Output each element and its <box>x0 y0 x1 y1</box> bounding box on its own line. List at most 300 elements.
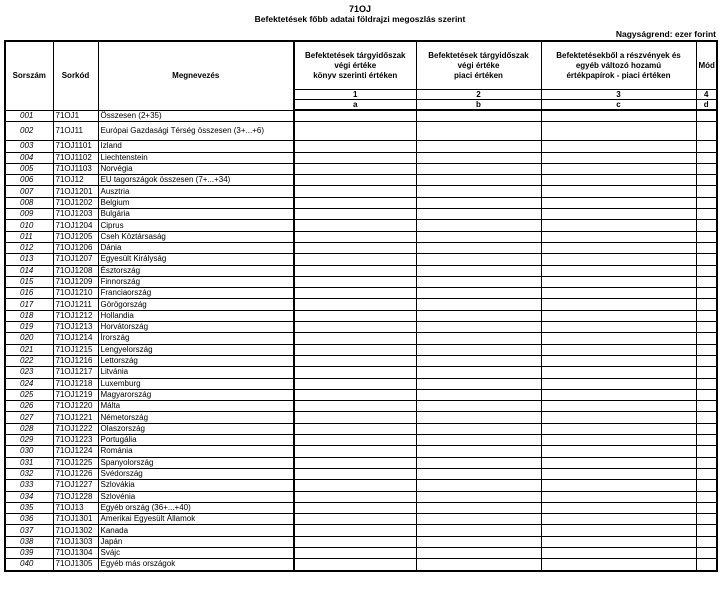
row-value-b[interactable] <box>416 333 541 344</box>
row-sorkod: 71OJ1215 <box>53 344 98 355</box>
row-value-b[interactable] <box>416 175 541 186</box>
row-value-d[interactable] <box>696 310 717 321</box>
row-value-d[interactable] <box>696 355 717 366</box>
row-sorszam: 029 <box>5 435 53 446</box>
row-value-c[interactable] <box>541 333 696 344</box>
form-code: 71OJ <box>348 4 372 14</box>
table-row <box>5 299 717 310</box>
row-sorkod: 71OJ1219 <box>53 389 98 400</box>
row-value-d[interactable] <box>696 480 717 491</box>
row-sorszam: 017 <box>5 299 53 310</box>
row-megnevezes: Málta <box>98 401 294 412</box>
row-value-b[interactable] <box>416 389 541 400</box>
row-value-a[interactable] <box>294 231 416 242</box>
row-value-c[interactable] <box>541 265 696 276</box>
table-row <box>5 209 717 220</box>
row-value-c[interactable] <box>541 423 696 434</box>
row-sorkod: 71OJ1303 <box>53 536 98 547</box>
row-value-a[interactable] <box>294 446 416 457</box>
row-value-b[interactable] <box>416 401 541 412</box>
row-sorkod: 71OJ1225 <box>53 457 98 468</box>
row-sorszam: 008 <box>5 197 53 208</box>
row-megnevezes: Szlovénia <box>98 491 294 502</box>
row-value-b[interactable] <box>416 186 541 197</box>
row-sorszam: 003 <box>5 141 53 152</box>
row-value-c[interactable] <box>541 491 696 502</box>
row-value-b[interactable] <box>416 152 541 163</box>
row-value-d[interactable] <box>696 186 717 197</box>
row-value-c[interactable] <box>541 288 696 299</box>
row-value-c[interactable] <box>541 197 696 208</box>
row-sorkod: 71OJ1220 <box>53 401 98 412</box>
row-value-d[interactable] <box>696 141 717 152</box>
row-value-c[interactable] <box>541 242 696 253</box>
row-value-b[interactable] <box>416 242 541 253</box>
row-megnevezes: Spanyolország <box>98 457 294 468</box>
row-value-b[interactable] <box>416 514 541 525</box>
row-value-c[interactable] <box>541 435 696 446</box>
row-value-b[interactable] <box>416 231 541 242</box>
row-value-c[interactable] <box>541 355 696 366</box>
row-value-c[interactable] <box>541 186 696 197</box>
row-value-c[interactable] <box>541 389 696 400</box>
table-row <box>5 152 717 163</box>
row-value-a[interactable] <box>294 141 416 152</box>
row-value-d[interactable] <box>696 446 717 457</box>
table-row <box>5 220 717 231</box>
row-value-a[interactable] <box>294 197 416 208</box>
row-sorszam: 026 <box>5 401 53 412</box>
row-value-c[interactable] <box>541 231 696 242</box>
table-row <box>5 367 717 378</box>
table-row <box>5 175 717 186</box>
row-value-d[interactable] <box>696 163 717 174</box>
row-value-d[interactable] <box>696 175 717 186</box>
row-value-a[interactable] <box>294 514 416 525</box>
row-megnevezes: Luxemburg <box>98 378 294 389</box>
row-value-a[interactable] <box>294 288 416 299</box>
row-sorszam: 011 <box>5 231 53 242</box>
table-row <box>5 276 717 287</box>
table-row <box>5 254 717 265</box>
row-sorkod: 71OJ1212 <box>53 310 98 321</box>
table-row <box>5 491 717 502</box>
row-value-d[interactable] <box>696 220 717 231</box>
header-col2-line1: Befektetések tárgyidőszak <box>428 50 529 60</box>
row-value-d[interactable] <box>696 242 717 253</box>
row-value-a[interactable] <box>294 322 416 333</box>
row-megnevezes: Dánia <box>98 242 294 253</box>
row-value-b[interactable] <box>416 502 541 513</box>
row-value-c[interactable] <box>541 344 696 355</box>
row-value-b[interactable] <box>416 265 541 276</box>
row-value-b[interactable] <box>416 525 541 536</box>
table-row <box>5 446 717 457</box>
row-value-a[interactable] <box>294 110 416 122</box>
table-row <box>5 242 717 253</box>
table-row <box>5 288 717 299</box>
row-value-d[interactable] <box>696 525 717 536</box>
row-value-d[interactable] <box>696 514 717 525</box>
row-value-b[interactable] <box>416 378 541 389</box>
row-value-d[interactable] <box>696 322 717 333</box>
row-value-d[interactable] <box>696 265 717 276</box>
row-value-a[interactable] <box>294 389 416 400</box>
row-value-a[interactable] <box>294 378 416 389</box>
col-number-2: 2 <box>416 90 541 100</box>
col-number-1: 1 <box>294 90 416 100</box>
row-sorkod: 71OJ1201 <box>53 186 98 197</box>
row-value-d[interactable] <box>696 547 717 558</box>
row-value-d[interactable] <box>696 299 717 310</box>
row-megnevezes: Franciaország <box>98 288 294 299</box>
row-value-b[interactable] <box>416 288 541 299</box>
row-value-a[interactable] <box>294 559 416 571</box>
table-row <box>5 163 717 174</box>
row-value-c[interactable] <box>541 152 696 163</box>
row-value-c[interactable] <box>541 502 696 513</box>
row-megnevezes: Horvátország <box>98 322 294 333</box>
row-value-c[interactable] <box>541 559 696 571</box>
row-value-a[interactable] <box>294 468 416 479</box>
row-value-d[interactable] <box>696 333 717 344</box>
row-sorkod: 71OJ1101 <box>53 141 98 152</box>
row-value-d[interactable] <box>696 288 717 299</box>
row-value-a[interactable] <box>294 423 416 434</box>
row-value-b[interactable] <box>416 435 541 446</box>
row-value-a[interactable] <box>294 344 416 355</box>
row-sorszam: 010 <box>5 220 53 231</box>
row-value-a[interactable] <box>294 491 416 502</box>
row-value-b[interactable] <box>416 536 541 547</box>
table-row <box>5 468 717 479</box>
row-value-c[interactable] <box>541 446 696 457</box>
table-row <box>5 355 717 366</box>
row-megnevezes: Ausztria <box>98 186 294 197</box>
row-sorkod: 71OJ1205 <box>53 231 98 242</box>
row-value-a[interactable] <box>294 435 416 446</box>
row-value-a[interactable] <box>294 502 416 513</box>
row-value-a[interactable] <box>294 536 416 547</box>
row-value-c[interactable] <box>541 514 696 525</box>
row-value-a[interactable] <box>294 242 416 253</box>
row-value-c[interactable] <box>541 401 696 412</box>
row-megnevezes: Egyéb ország (36+...+40) <box>98 502 294 513</box>
row-sorkod: 71OJ1214 <box>53 333 98 344</box>
row-sorkod: 71OJ1224 <box>53 446 98 457</box>
row-sorkod: 71OJ1204 <box>53 220 98 231</box>
row-sorszam: 036 <box>5 514 53 525</box>
row-value-c[interactable] <box>541 536 696 547</box>
header-col1-line1: Befektetések tárgyidőszak <box>305 50 406 60</box>
row-sorszam: 007 <box>5 186 53 197</box>
row-value-b[interactable] <box>416 254 541 265</box>
row-megnevezes: Írország <box>98 333 294 344</box>
form-title: Befektetések főbb adatai földrajzi megoszlás szerint <box>254 14 466 24</box>
row-sorszam: 009 <box>5 209 53 220</box>
row-value-c[interactable] <box>541 310 696 321</box>
row-value-a[interactable] <box>294 480 416 491</box>
row-value-d[interactable] <box>696 389 717 400</box>
row-value-a[interactable] <box>294 276 416 287</box>
row-megnevezes: Németország <box>98 412 294 423</box>
row-value-d[interactable] <box>696 110 717 122</box>
row-sorszam: 012 <box>5 242 53 253</box>
table-row <box>5 401 717 412</box>
row-value-a[interactable] <box>294 299 416 310</box>
header-mod: Mód <box>696 41 717 90</box>
row-value-c[interactable] <box>541 276 696 287</box>
row-value-c[interactable] <box>541 141 696 152</box>
header-col2-line3: piaci értéken <box>454 70 503 80</box>
row-megnevezes: Svájc <box>98 547 294 558</box>
row-megnevezes: Svédország <box>98 468 294 479</box>
row-value-b[interactable] <box>416 197 541 208</box>
row-sorkod: 71OJ1206 <box>53 242 98 253</box>
row-sorszam: 005 <box>5 163 53 174</box>
table-row <box>5 344 717 355</box>
table-row <box>5 141 717 152</box>
row-sorszam: 002 <box>5 122 53 141</box>
row-value-d[interactable] <box>696 502 717 513</box>
row-value-a[interactable] <box>294 547 416 558</box>
row-value-a[interactable] <box>294 122 416 141</box>
row-value-d[interactable] <box>696 231 717 242</box>
row-sorszam: 006 <box>5 175 53 186</box>
row-value-b[interactable] <box>416 423 541 434</box>
row-value-b[interactable] <box>416 141 541 152</box>
table-row <box>5 378 717 389</box>
row-sorkod: 71OJ1203 <box>53 209 98 220</box>
row-value-b[interactable] <box>416 220 541 231</box>
row-sorkod: 71OJ1211 <box>53 299 98 310</box>
row-sorszam: 040 <box>5 559 53 571</box>
row-value-d[interactable] <box>696 435 717 446</box>
header-col1-line2: végi értéke <box>334 60 377 70</box>
row-value-a[interactable] <box>294 412 416 423</box>
row-value-d[interactable] <box>696 401 717 412</box>
table-row <box>5 333 717 344</box>
row-value-d[interactable] <box>696 423 717 434</box>
col-letter-b: b <box>416 100 541 111</box>
row-value-c[interactable] <box>541 209 696 220</box>
row-sorszam: 030 <box>5 446 53 457</box>
row-megnevezes: Belgium <box>98 197 294 208</box>
row-value-d[interactable] <box>696 276 717 287</box>
row-value-b[interactable] <box>416 355 541 366</box>
row-megnevezes: Lengyelország <box>98 344 294 355</box>
header-col3-line1: Befektetésekből a részvények és <box>556 50 681 60</box>
row-megnevezes: Portugália <box>98 435 294 446</box>
row-sorkod: 71OJ1218 <box>53 378 98 389</box>
row-value-c[interactable] <box>541 367 696 378</box>
row-megnevezes: Norvégia <box>98 163 294 174</box>
row-value-b[interactable] <box>416 412 541 423</box>
row-value-b[interactable] <box>416 163 541 174</box>
row-sorszam: 015 <box>5 276 53 287</box>
row-sorszam: 039 <box>5 547 53 558</box>
row-value-d[interactable] <box>696 122 717 141</box>
row-sorkod: 71OJ1103 <box>53 163 98 174</box>
row-value-d[interactable] <box>696 254 717 265</box>
row-value-b[interactable] <box>416 310 541 321</box>
row-value-a[interactable] <box>294 152 416 163</box>
row-value-b[interactable] <box>416 276 541 287</box>
row-value-d[interactable] <box>696 152 717 163</box>
row-value-b[interactable] <box>416 457 541 468</box>
row-megnevezes: Kanada <box>98 525 294 536</box>
row-value-b[interactable] <box>416 122 541 141</box>
row-value-a[interactable] <box>294 209 416 220</box>
row-value-b[interactable] <box>416 491 541 502</box>
row-value-a[interactable] <box>294 310 416 321</box>
row-value-c[interactable] <box>541 412 696 423</box>
row-value-b[interactable] <box>416 559 541 571</box>
row-value-c[interactable] <box>541 220 696 231</box>
row-megnevezes: Magyarország <box>98 389 294 400</box>
row-value-a[interactable] <box>294 401 416 412</box>
row-sorkod: 71OJ1305 <box>53 559 98 571</box>
header-megnevezes: Megnevezés <box>98 41 294 110</box>
row-value-a[interactable] <box>294 175 416 186</box>
col-number-4: 4 <box>696 90 717 100</box>
row-sorkod: 71OJ1210 <box>53 288 98 299</box>
row-value-a[interactable] <box>294 163 416 174</box>
row-sorszam: 020 <box>5 333 53 344</box>
header-col3 <box>541 41 696 90</box>
table-row <box>5 525 717 536</box>
row-megnevezes: Amerikai Egyesült Államok <box>98 514 294 525</box>
row-value-c[interactable] <box>541 525 696 536</box>
row-sorkod: 71OJ1209 <box>53 276 98 287</box>
row-sorkod: 71OJ1216 <box>53 355 98 366</box>
header-col3-line2: egyéb változó hozamú <box>575 60 662 70</box>
row-megnevezes: Hollandia <box>98 310 294 321</box>
row-value-b[interactable] <box>416 322 541 333</box>
table-row <box>5 457 717 468</box>
row-value-d[interactable] <box>696 468 717 479</box>
row-value-a[interactable] <box>294 220 416 231</box>
row-value-c[interactable] <box>541 547 696 558</box>
col-number-3: 3 <box>541 90 696 100</box>
table-body <box>5 110 717 571</box>
row-value-b[interactable] <box>416 446 541 457</box>
header-col2-line2: végi értéke <box>457 60 500 70</box>
investment-table <box>4 40 718 572</box>
row-value-c[interactable] <box>541 122 696 141</box>
row-sorszam: 004 <box>5 152 53 163</box>
row-sorkod: 71OJ1 <box>53 110 98 122</box>
row-value-c[interactable] <box>541 254 696 265</box>
row-value-b[interactable] <box>416 547 541 558</box>
row-value-c[interactable] <box>541 175 696 186</box>
row-megnevezes: Japán <box>98 536 294 547</box>
row-value-a[interactable] <box>294 265 416 276</box>
row-sorszam: 025 <box>5 389 53 400</box>
row-sorkod: 71OJ1208 <box>53 265 98 276</box>
row-value-b[interactable] <box>416 299 541 310</box>
row-value-c[interactable] <box>541 468 696 479</box>
row-value-a[interactable] <box>294 333 416 344</box>
row-value-d[interactable] <box>696 491 717 502</box>
row-megnevezes: Románia <box>98 446 294 457</box>
header-col1 <box>294 41 416 90</box>
unit-label: Nagyságrend: ezer forint <box>615 29 716 39</box>
row-value-d[interactable] <box>696 536 717 547</box>
row-sorkod: 71OJ1302 <box>53 525 98 536</box>
row-value-a[interactable] <box>294 525 416 536</box>
row-value-a[interactable] <box>294 457 416 468</box>
row-value-d[interactable] <box>696 559 717 571</box>
row-value-d[interactable] <box>696 412 717 423</box>
row-sorkod: 71OJ1228 <box>53 491 98 502</box>
header-col3-line3: értékpapírok - piaci értéken <box>566 70 671 80</box>
row-sorkod: 71OJ1217 <box>53 367 98 378</box>
row-sorszam: 021 <box>5 344 53 355</box>
row-value-c[interactable] <box>541 480 696 491</box>
row-value-b[interactable] <box>416 480 541 491</box>
row-value-c[interactable] <box>541 322 696 333</box>
row-sorkod: 71OJ1304 <box>53 547 98 558</box>
row-sorkod: 71OJ12 <box>53 175 98 186</box>
row-megnevezes: Görögország <box>98 299 294 310</box>
row-value-c[interactable] <box>541 457 696 468</box>
row-value-c[interactable] <box>541 163 696 174</box>
table-row <box>5 502 717 513</box>
row-value-a[interactable] <box>294 367 416 378</box>
row-value-d[interactable] <box>696 367 717 378</box>
table-row <box>5 322 717 333</box>
table-row <box>5 122 717 141</box>
row-value-c[interactable] <box>541 299 696 310</box>
row-value-a[interactable] <box>294 355 416 366</box>
row-sorkod: 71OJ1102 <box>53 152 98 163</box>
col-letter-a: a <box>294 100 416 111</box>
row-value-c[interactable] <box>541 378 696 389</box>
row-value-a[interactable] <box>294 186 416 197</box>
row-value-b[interactable] <box>416 344 541 355</box>
row-value-a[interactable] <box>294 254 416 265</box>
row-sorszam: 037 <box>5 525 53 536</box>
table-row <box>5 514 717 525</box>
table-row <box>5 480 717 491</box>
row-value-d[interactable] <box>696 344 717 355</box>
row-sorszam: 033 <box>5 480 53 491</box>
header-col2 <box>416 41 541 90</box>
row-sorkod: 71OJ1227 <box>53 480 98 491</box>
row-value-d[interactable] <box>696 197 717 208</box>
row-value-b[interactable] <box>416 209 541 220</box>
row-sorszam: 031 <box>5 457 53 468</box>
row-sorkod: 71OJ1213 <box>53 322 98 333</box>
row-sorkod: 71OJ13 <box>53 502 98 513</box>
row-sorszam: 032 <box>5 468 53 479</box>
row-value-b[interactable] <box>416 367 541 378</box>
row-value-b[interactable] <box>416 468 541 479</box>
row-value-d[interactable] <box>696 457 717 468</box>
row-value-c[interactable] <box>541 110 696 122</box>
row-sorszam: 027 <box>5 412 53 423</box>
table-row <box>5 197 717 208</box>
row-value-d[interactable] <box>696 378 717 389</box>
row-value-b[interactable] <box>416 110 541 122</box>
row-megnevezes: Európai Gazdasági Térség összesen (3+...+6) <box>98 122 294 141</box>
row-sorkod: 71OJ1207 <box>53 254 98 265</box>
row-sorkod: 71OJ11 <box>53 122 98 141</box>
row-megnevezes: Izland <box>98 141 294 152</box>
row-value-d[interactable] <box>696 209 717 220</box>
row-megnevezes: Egyesült Királyság <box>98 254 294 265</box>
